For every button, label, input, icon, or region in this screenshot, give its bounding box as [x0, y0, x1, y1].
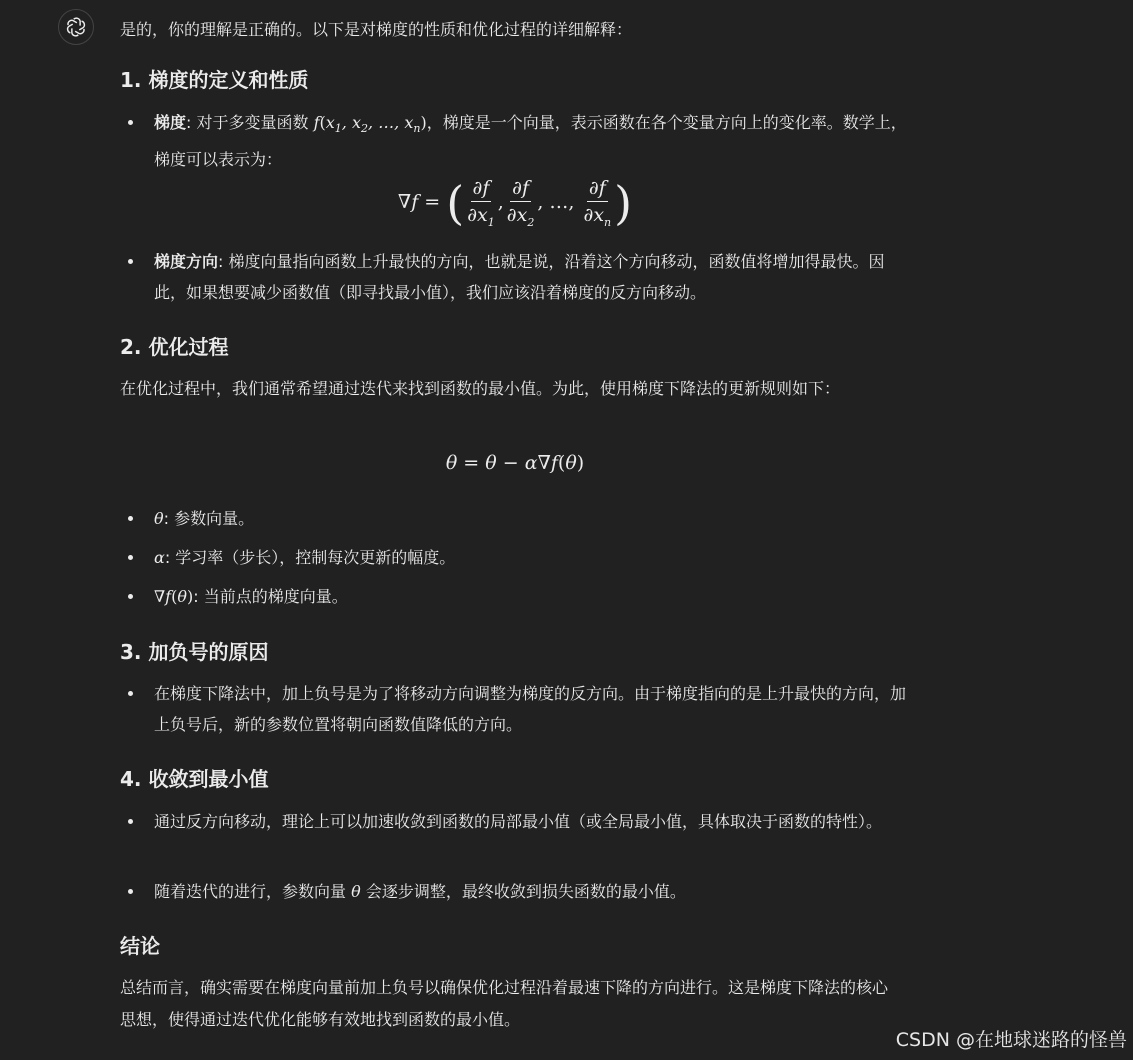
- list-item-gradient-direction: [154, 246, 914, 308]
- section-2-heading: 2. 优化过程: [120, 335, 229, 359]
- intro-text: 是的，你的理解是正确的。以下是对梯度的性质和优化过程的详细解释：: [120, 20, 633, 39]
- theta-inline: θ: [351, 882, 361, 901]
- list-item-negative-sign: [154, 678, 914, 740]
- function-expression: $f(x_1$, $x_2$, …, $x_n$): [313, 113, 427, 136]
- section-2-paragraph: 在优化过程中，我们通常希望通过迭代来找到函数的最小值。为此，使用梯度下降法的更新规则如下：: [120, 379, 841, 398]
- list-item-iteration: [154, 876, 914, 907]
- theta-text: : 参数向量。: [163, 509, 255, 528]
- conclusion-heading: 结论: [120, 934, 160, 958]
- convergence-text: 通过反方向移动，理论上可以加速收敛到函数的局部最小值（或全局最小值，具体取决于函数的特性）。: [154, 812, 883, 831]
- openai-logo-icon: [65, 16, 87, 38]
- alpha-text: : 学习率（步长），控制每次更新的幅度。: [164, 548, 456, 567]
- gradient-label: 梯度: [154, 113, 187, 132]
- gradient-direction-text: : 梯度向量指向函数上升最快的方向，也就是说，沿着这个方向移动，函数值将增加得最快。因此，如果想要减少函数值（即寻找最小值），我们应该沿着梯度的反方向移动。: [154, 252, 885, 302]
- iteration-text-a: 随着迭代的进行，参数向量: [154, 882, 352, 901]
- gradient-text-b: ，梯度是一个向量，表示函数在各个变量方向上的变化率。数学上，梯度可以表示为：: [154, 113, 907, 170]
- section-1-heading: 1. 梯度的定义和性质: [120, 68, 309, 92]
- alpha-symbol: α: [154, 548, 165, 567]
- csdn-watermark: CSDN @在地球迷路的怪兽: [895, 1029, 1127, 1051]
- list-item-convergence: [154, 806, 914, 837]
- theta-symbol: θ: [154, 509, 164, 528]
- grad-f-text: : 当前点的梯度向量。: [193, 587, 348, 606]
- section-3-heading: 3. 加负号的原因: [120, 640, 269, 664]
- section-4-heading: 4. 收敛到最小值: [120, 767, 269, 791]
- list-item-alpha: [154, 542, 914, 573]
- gradient-formula: ∇f = ( $\frac{\partial f}{\partial x_1}$ , $\frac{\partial f}{\partial x_2}$ , …, $\frac{\partial f}{\partial x_n}$ ): [397, 176, 633, 230]
- assistant-avatar: [58, 9, 94, 45]
- list-item-gradient: [154, 107, 914, 175]
- update-rule-formula: θ = θ − α∇f(θ): [445, 452, 585, 474]
- list-item-theta: [154, 503, 914, 534]
- conclusion-paragraph: 总结而言，确实需要在梯度向量前加上负号以确保优化过程沿着最速下降的方向进行。这是梯度下降法的核心思想，使得通过迭代优化能够有效地找到函数的最小值。: [120, 978, 889, 1029]
- gradient-text-a: : 对于多变量函数: [186, 113, 314, 132]
- grad-f-symbol: ∇f(θ): [154, 587, 194, 606]
- list-item-grad-f: [154, 581, 914, 612]
- iteration-text-b: 会逐步调整，最终收敛到损失函数的最小值。: [360, 882, 686, 901]
- negative-sign-text: 在梯度下降法中，加上负号是为了将移动方向调整为梯度的反方向。由于梯度指向的是上升最快的方向，加上负号后，新的参数位置将朝向函数值降低的方向。: [154, 684, 907, 734]
- gradient-direction-label: 梯度方向: [154, 252, 219, 271]
